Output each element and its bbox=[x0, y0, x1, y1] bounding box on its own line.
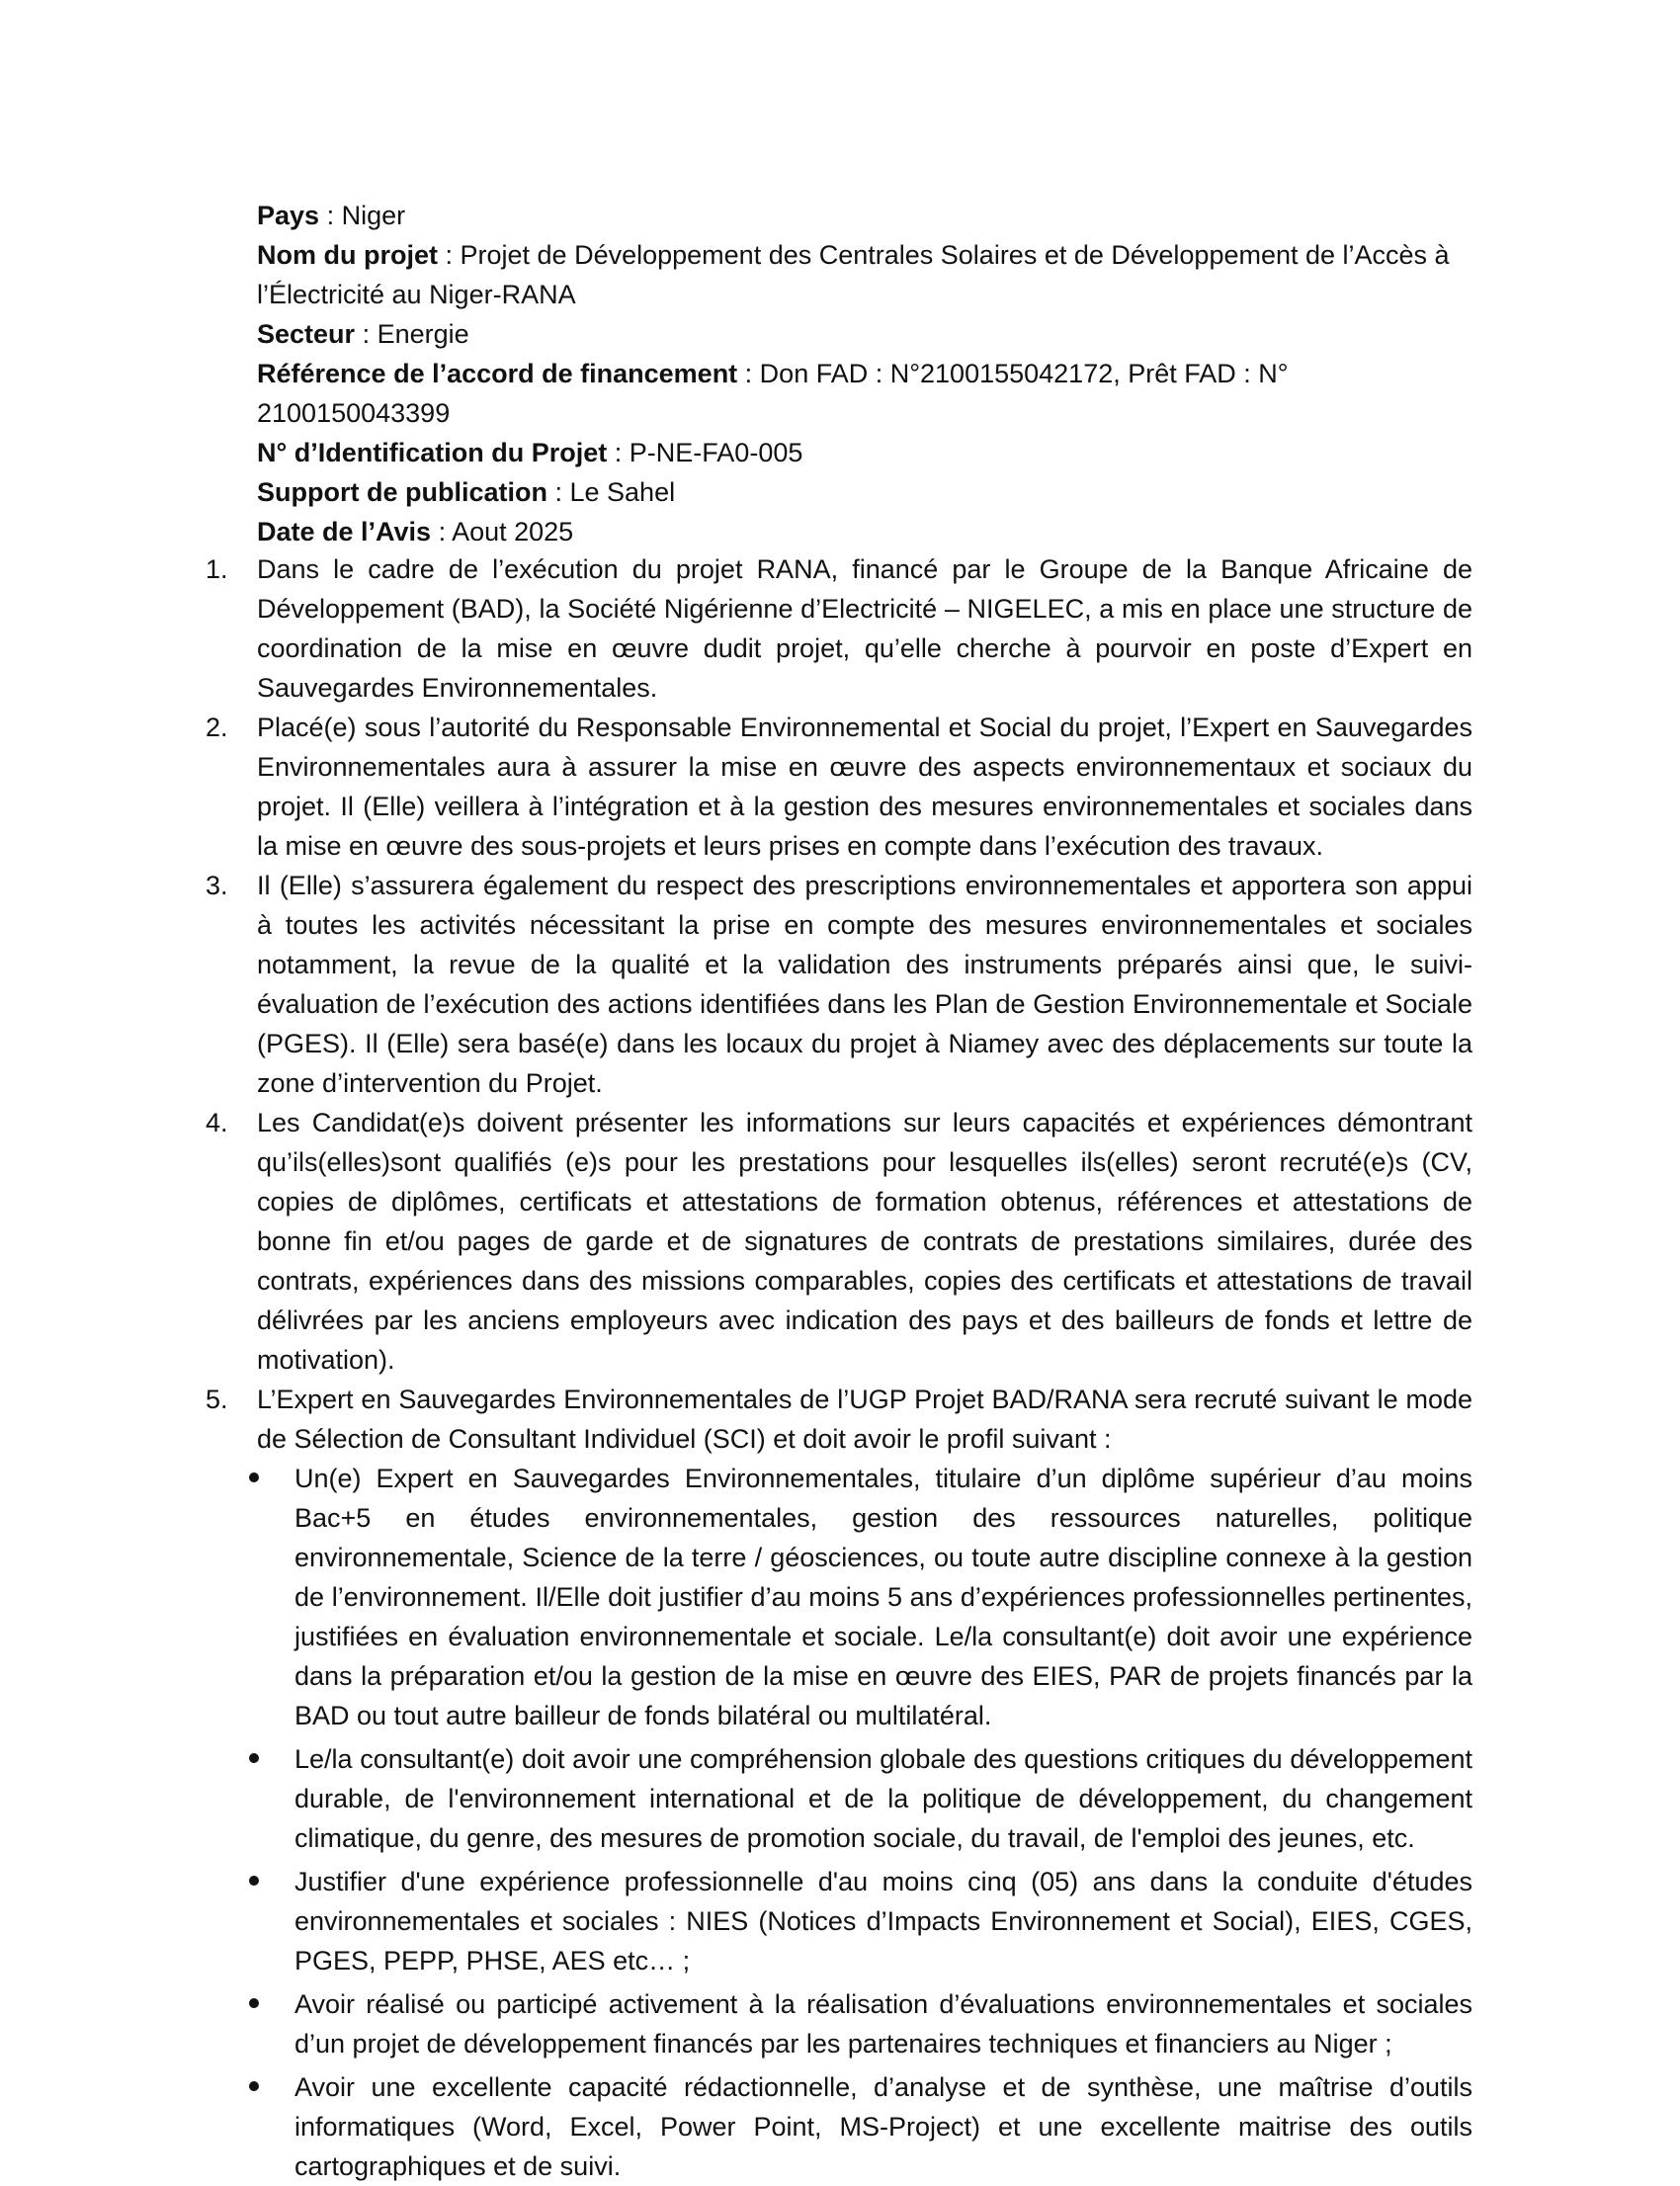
ref-value: : Don FAD : N°2100155042172, Prêt FAD : N° 2100150043399 bbox=[257, 359, 1289, 428]
header-pays bbox=[257, 196, 1472, 235]
bullet-icon bbox=[249, 2081, 259, 2091]
item-text: Placé(e) sous l’autorité du Responsable Environnemental et Social du projet, l’Expert en Sauvegardes Environnementales aura à assurer la mise en œuvre des aspects environnementaux et sociaux du projet. Il (Elle) veillera à l’intégration et à la gestion des mesures environnementales et sociales dans la mise en œuvre des sous-projets et leurs prises en compte dans l’exécution des travaux. bbox=[257, 713, 1472, 861]
bullet-icon bbox=[249, 1876, 259, 1886]
bullet-item bbox=[294, 1862, 1472, 1980]
item-text: L’Expert en Sauvegardes Environnementales de l’UGP Projet BAD/RANA sera recruté suivant le mode de Sélection de Consultant Individuel (SCI) et doit avoir le profil suivant : bbox=[257, 1385, 1472, 1454]
bullet-item bbox=[294, 1984, 1472, 2063]
support-value: : Le Sahel bbox=[546, 477, 676, 507]
pays-label: Pays bbox=[257, 201, 320, 230]
bullet-icon bbox=[249, 1998, 259, 2008]
bullet-text: Avoir réalisé ou participé activement à la réalisation d’évaluations environnementales et sociales d’un projet de développement financés par les partenaires techniques et financiers au Niger ; bbox=[294, 1989, 1472, 2059]
list-item bbox=[0, 1103, 1680, 1380]
item-text: Les Candidat(e)s doivent présenter les informations sur leurs capacités et expériences démontrant qu’ils(elles)sont qualifiés (e)s pour les prestations pour lesquelles ils(elles) seront recruté(e)s (CV, copies de diplômes, certificats et attestations de formation obtenus, références et attestations de bonne fin et/ou pages de garde et de signatures de contrats de prestations similaires, durée des contrats, expériences dans des missions comparables, copies des certificats et attestations de travail délivrées par les anciens employeurs avec indication des pays et des bailleurs de fonds et lettre de motivation). bbox=[257, 1108, 1472, 1375]
item-number: 5. bbox=[206, 1385, 228, 1414]
bullet-text: Un(e) Expert en Sauvegardes Environnementales, titulaire d’un diplôme supérieur d’au moins Bac+5 en études environnementales, gestion des ressources naturelles, politique environnementale, Science de la terre / géosciences, ou toute autre discipline connexe à la gestion de l’environnement. Il/Elle doit justifier d’au moins 5 ans d’expériences professionnelles pertinentes, justifiées en évaluation environnementale et sociale. Le/la consultant(e) doit avoir une expérience dans la préparation et/ou la gestion de la mise en œuvre des EIES, PAR de projets financés par la BAD ou tout autre bailleur de fonds bilatéral ou multilatéral. bbox=[294, 1464, 1472, 1730]
header-identification bbox=[257, 433, 1472, 472]
header-reference bbox=[257, 354, 1472, 433]
list-item bbox=[0, 1380, 1680, 1459]
secteur-value: : Energie bbox=[355, 319, 469, 349]
item-text: Il (Elle) s’assurera également du respect des prescriptions environnementales et apportera son appui à toutes les activités nécessitant la prise en compte des mesures environnementales et sociales notamment, la revue de la qualité et la validation des instruments préparés ainsi que, le suivi-évaluation de l’exécution des actions identifiées dans les Plan de Gestion Environnementale et Sociale (PGES). Il (Elle) sera basé(e) dans les locaux du projet à Niamey avec des déplacements sur toute la zone d’intervention du Projet. bbox=[257, 871, 1472, 1098]
date-label: Date de l’Avis bbox=[257, 517, 432, 546]
item-number: 4. bbox=[206, 1108, 228, 1137]
secteur-label: Secteur bbox=[257, 319, 356, 349]
date-value: : Aout 2025 bbox=[431, 517, 574, 546]
id-label: N° d’Identification du Projet bbox=[257, 438, 608, 467]
item-text: Dans le cadre de l’exécution du projet RANA, financé par le Groupe de la Banque Africaine de Développement (BAD), la Société Nigérienne d’Electricité – NIGELEC, a mis en place une structure de coordination de la mise en œuvre dudit projet, qu’elle cherche à pourvoir en poste d’Expert en Sauvegardes Environnementales. bbox=[257, 554, 1472, 703]
nom-value: : Projet de Développement des Centrales Solaires et de Développement de l’Accès à l’Électricité au Niger-RANA bbox=[257, 240, 1450, 309]
item-number: 3. bbox=[206, 871, 228, 900]
item-number: 1. bbox=[206, 554, 228, 584]
bullet-item bbox=[294, 1739, 1472, 1858]
bullet-item bbox=[294, 2067, 1472, 2186]
header-nom-projet bbox=[257, 235, 1472, 314]
bullet-list bbox=[0, 1459, 1680, 2186]
bullet-icon bbox=[249, 1472, 259, 1482]
ref-label: Référence de l’accord de financement bbox=[257, 359, 738, 388]
bullet-item bbox=[294, 1459, 1472, 1735]
id-value: : P-NE-FA0-005 bbox=[607, 438, 803, 467]
list-item bbox=[0, 866, 1680, 1103]
support-label: Support de publication bbox=[257, 477, 547, 507]
bullet-text: Justifier d'une expérience professionnelle d'au moins cinq (05) ans dans la conduite d'études environnementales et sociales : NIES (Notices d’Impacts Environnement et Social), EIES, CGES, PGES, PEPP, PHSE, AES etc… ; bbox=[294, 1867, 1472, 1976]
list-item bbox=[0, 708, 1680, 866]
header-secteur bbox=[257, 314, 1472, 354]
bullet-text: Avoir une excellente capacité rédactionnelle, d’analyse et de synthèse, une maîtrise d’outils informatiques (Word, Excel, Power Point, MS-Project) et une excellente maitrise des outils cartographiques et de suivi. bbox=[294, 2072, 1472, 2181]
bullet-text: Le/la consultant(e) doit avoir une compréhension globale des questions critiques du développement durable, de l'environnement international et de la politique de développement, du changement climatique, du genre, des mesures de promotion sociale, du travail, de l'emploi des jeunes, etc. bbox=[294, 1744, 1472, 1853]
pays-value: : Niger bbox=[319, 201, 406, 230]
header-date bbox=[257, 512, 1472, 551]
notice-header bbox=[257, 196, 1472, 551]
item-number: 2. bbox=[206, 713, 228, 742]
list-item bbox=[0, 549, 1680, 708]
header-support bbox=[257, 472, 1472, 512]
nom-label: Nom du projet bbox=[257, 240, 438, 270]
bullet-icon bbox=[249, 1753, 259, 1763]
numbered-list bbox=[0, 549, 1680, 2186]
